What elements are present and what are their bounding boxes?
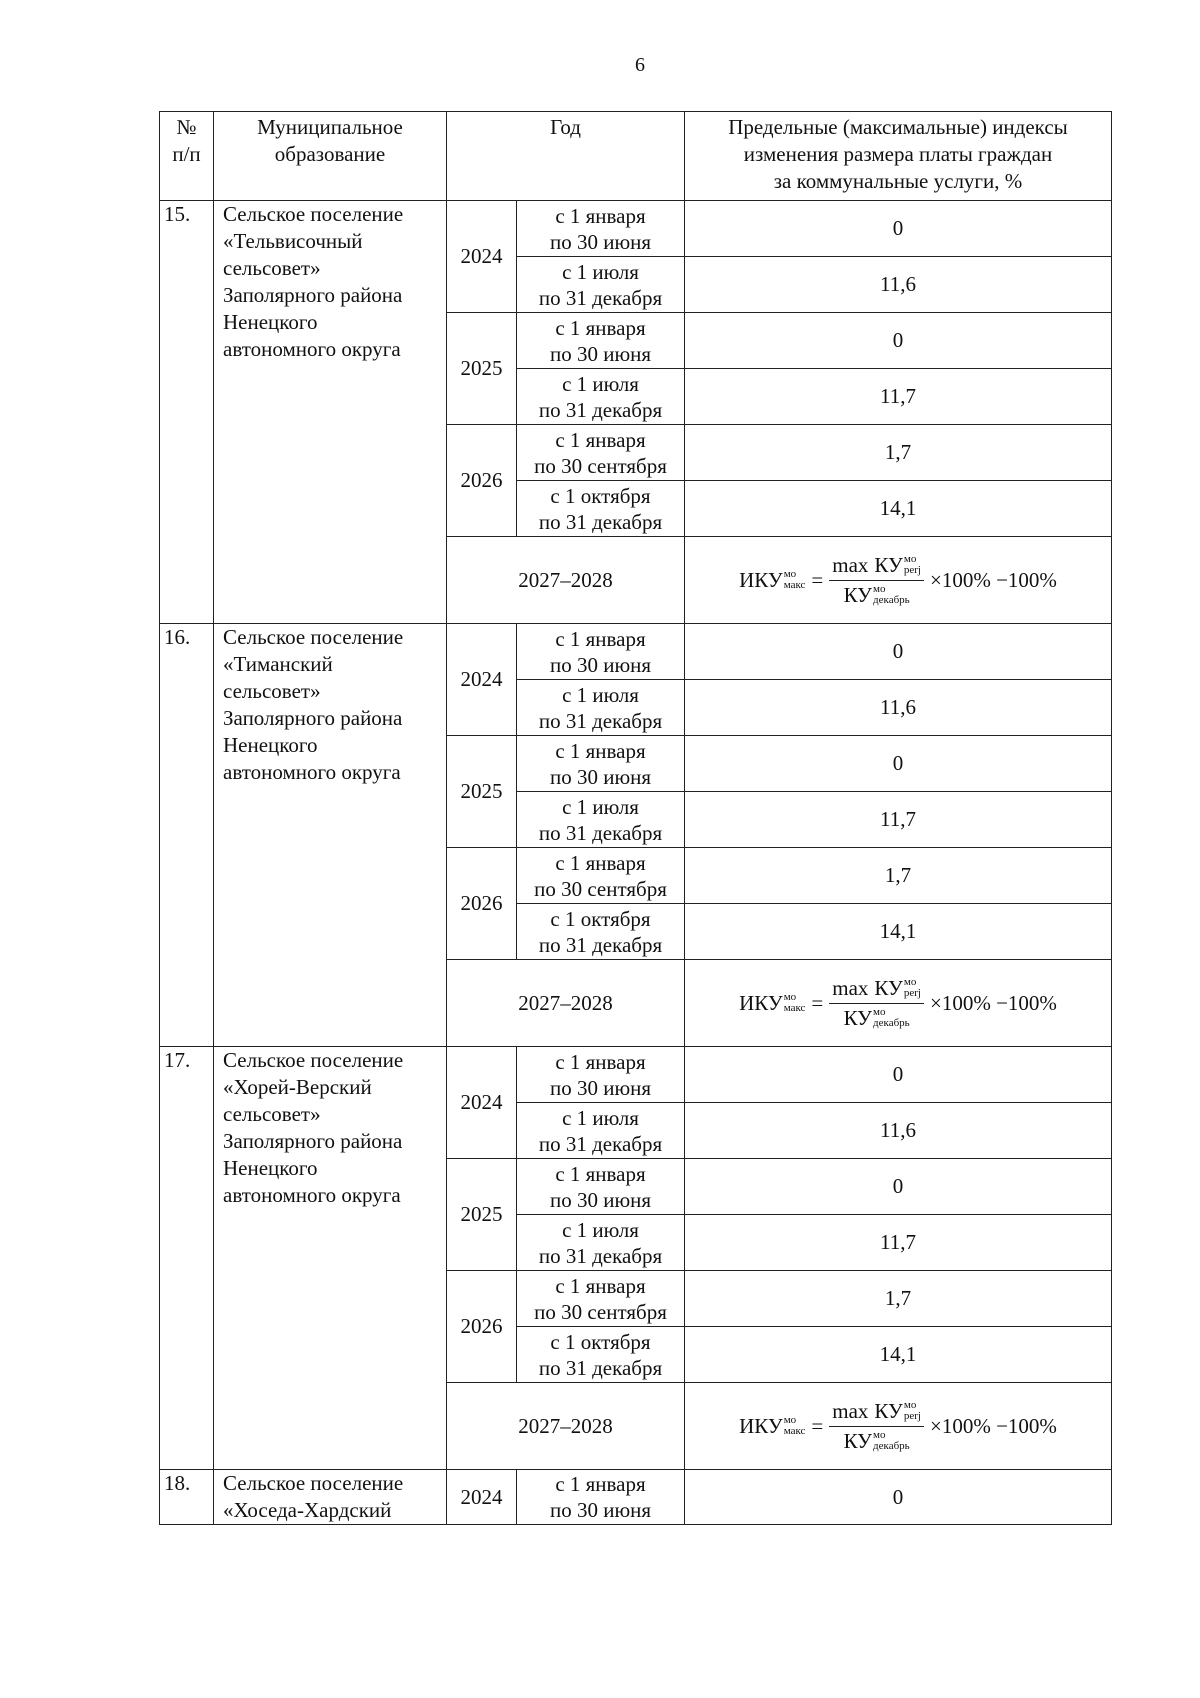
table-body	[160, 201, 1112, 1525]
municipality-name	[214, 1047, 447, 1470]
period-cell-text: с 1 июля по 31 декабря	[538, 371, 663, 422]
period-cell	[517, 201, 685, 257]
index-value-text: 0	[892, 1174, 904, 1198]
period-cell-text: с 1 января по 30 июня	[549, 203, 652, 254]
year-range-cell-text: 2027–2028	[518, 567, 613, 592]
year-cell	[447, 313, 517, 425]
period-cell-text: с 1 января по 30 сентября	[534, 427, 667, 478]
index-value	[685, 736, 1112, 792]
index-value	[685, 792, 1112, 848]
period-cell	[517, 904, 685, 960]
period-cell-text: с 1 июля по 31 декабря	[538, 1105, 663, 1156]
year-range-cell-text: 2027–2028	[518, 1413, 613, 1438]
formula-equals: =	[811, 567, 824, 592]
table-row	[160, 1470, 1112, 1525]
index-value-text: 14,1	[879, 496, 917, 520]
formula-lhs-indices	[784, 569, 806, 591]
period-cell	[517, 369, 685, 425]
formula-lhs-sub: макс	[783, 1425, 806, 1437]
formula-num-sub: perj	[903, 987, 921, 999]
period-cell	[517, 680, 685, 736]
period-cell-text: с 1 июля по 31 декабря	[538, 794, 663, 845]
municipality-name	[214, 201, 447, 624]
period-cell-text: с 1 января по 30 июня	[549, 315, 652, 366]
formula-den-sup: мо	[873, 583, 886, 595]
index-value-text: 11,7	[880, 1230, 916, 1254]
index-value	[685, 1159, 1112, 1215]
row-number	[160, 624, 214, 1047]
municipality-name	[214, 624, 447, 1047]
year-cell-text: 2024	[460, 1090, 503, 1114]
municipality-name-text: Сельское поселение «Хорей-Верский сельсовет» Заполярного района Ненецкого автономного округа	[223, 1048, 404, 1207]
period-cell-text: с 1 июля по 31 декабря	[538, 682, 663, 733]
period-cell-text: с 1 июля по 31 декабря	[538, 1217, 663, 1268]
formula-lhs-sup: мо	[783, 568, 797, 580]
year-range-cell	[447, 1383, 685, 1470]
year-cell-text: 2025	[460, 356, 503, 380]
row-number-text: 18.	[164, 1471, 191, 1495]
period-cell-text: с 1 января по 30 июня	[549, 626, 652, 677]
row-number-text: 17.	[164, 1048, 191, 1072]
index-value-text: 11,6	[880, 695, 916, 719]
header-index	[685, 112, 1112, 201]
formula-den-indices	[873, 1007, 910, 1029]
formula-cell	[685, 537, 1112, 624]
table-row	[160, 624, 1112, 680]
header-index-text: Предельные (максимальные) индексы изменения размера платы граждан за коммунальные услуги, %	[728, 115, 1068, 193]
formula-cell	[685, 960, 1112, 1047]
formula-tail: ×100% −100%	[930, 990, 1057, 1015]
formula-lhs-symbol: ИКУ	[739, 567, 783, 592]
period-cell	[517, 1215, 685, 1271]
index-value	[685, 369, 1112, 425]
formula-fraction	[829, 552, 924, 609]
formula-lhs	[739, 990, 805, 1017]
index-value	[685, 257, 1112, 313]
year-cell	[447, 848, 517, 960]
year-cell	[447, 1159, 517, 1271]
formula-num-max: max	[832, 1398, 869, 1423]
row-number	[160, 201, 214, 624]
year-cell	[447, 1271, 517, 1383]
formula-tail: ×100% −100%	[930, 1413, 1057, 1438]
year-cell	[447, 624, 517, 736]
year-cell-text: 2025	[460, 1202, 503, 1226]
period-cell-text: с 1 января по 30 июня	[549, 1049, 652, 1100]
index-value	[685, 201, 1112, 257]
index-value	[685, 1271, 1112, 1327]
formula-cell	[685, 1383, 1112, 1470]
formula-num-ku: КУ	[874, 975, 903, 1000]
formula-lhs-indices	[784, 992, 806, 1014]
formula-lhs-indices	[784, 1415, 806, 1437]
index-value-text: 11,7	[880, 807, 916, 831]
table-row	[160, 1047, 1112, 1103]
year-cell	[447, 1047, 517, 1159]
year-cell-text: 2025	[460, 779, 503, 803]
formula-num-sup: мо	[903, 553, 917, 565]
header-num	[160, 112, 214, 201]
index-value	[685, 680, 1112, 736]
period-cell	[517, 313, 685, 369]
formula-fraction	[829, 975, 924, 1032]
formula	[739, 552, 1057, 609]
year-cell	[447, 201, 517, 313]
period-cell	[517, 425, 685, 481]
row-number	[160, 1047, 214, 1470]
year-range-cell	[447, 537, 685, 624]
formula-numerator	[829, 552, 924, 581]
formula-den-sup: мо	[873, 1006, 886, 1018]
row-number-text: 15.	[164, 202, 191, 226]
formula-den-sub: декабрь	[873, 594, 910, 606]
index-value-text: 1,7	[884, 863, 912, 887]
period-cell	[517, 257, 685, 313]
period-cell	[517, 848, 685, 904]
table-row	[160, 201, 1112, 257]
formula-num-max: max	[832, 552, 869, 577]
year-cell-text: 2026	[460, 468, 503, 492]
formula-num-indices	[904, 554, 921, 576]
index-value-text: 11,7	[880, 384, 916, 408]
index-value	[685, 425, 1112, 481]
index-value-text: 0	[892, 639, 904, 663]
index-value-text: 11,6	[880, 272, 916, 296]
index-value-text: 11,6	[880, 1118, 916, 1142]
index-value	[685, 904, 1112, 960]
index-value	[685, 481, 1112, 537]
formula-num-max: max	[832, 975, 869, 1000]
table-header-row	[160, 112, 1112, 201]
formula-numerator	[829, 975, 924, 1004]
formula-equals: =	[811, 1413, 824, 1438]
period-cell	[517, 624, 685, 680]
index-value	[685, 624, 1112, 680]
row-number-text: 16.	[164, 625, 191, 649]
formula-fraction	[829, 1398, 924, 1455]
formula-lhs-sub: макс	[783, 579, 806, 591]
formula-denominator	[841, 581, 913, 609]
formula-lhs-symbol: ИКУ	[739, 990, 783, 1015]
index-value-text: 14,1	[879, 1342, 917, 1366]
formula-equals: =	[811, 990, 824, 1015]
period-cell	[517, 736, 685, 792]
year-cell-text: 2026	[460, 1314, 503, 1338]
period-cell-text: с 1 июля по 31 декабря	[538, 259, 663, 310]
year-cell	[447, 736, 517, 848]
formula-num-indices	[904, 977, 921, 999]
index-value-text: 0	[892, 1484, 904, 1509]
formula-num-indices	[904, 1400, 921, 1422]
period-cell	[517, 1271, 685, 1327]
index-value	[685, 1047, 1112, 1103]
formula-lhs	[739, 1413, 805, 1440]
period-cell-text: с 1 октября по 31 декабря	[538, 1329, 663, 1380]
formula-tail: ×100% −100%	[930, 567, 1057, 592]
formula-den-sub: декабрь	[873, 1440, 910, 1452]
municipality-name-text: Сельское поселение «Тельвисочный сельсовет» Заполярного района Ненецкого автономного округа	[223, 202, 404, 361]
index-value-text: 0	[892, 216, 904, 240]
formula-lhs	[739, 567, 805, 594]
period-cell	[517, 792, 685, 848]
index-value-text: 14,1	[879, 919, 917, 943]
period-cell	[517, 481, 685, 537]
header-year-text: Год	[550, 115, 581, 139]
formula-lhs-sup: мо	[783, 1414, 797, 1426]
formula-den-ku: КУ	[843, 1428, 873, 1453]
period-cell-text: с 1 января по 30 сентября	[534, 1273, 667, 1324]
year-cell	[447, 425, 517, 537]
period-cell-text: с 1 января по 30 июня	[549, 1161, 652, 1212]
year-cell-text: 2026	[460, 891, 503, 915]
index-value	[685, 313, 1112, 369]
formula-denominator	[841, 1004, 913, 1032]
header-num-text: № п/п	[172, 115, 201, 166]
formula-numerator	[829, 1398, 924, 1427]
formula-den-sub: декабрь	[873, 1017, 910, 1029]
year-cell-text: 2024	[460, 244, 503, 268]
year-range-cell	[447, 960, 685, 1047]
header-year	[447, 112, 685, 201]
index-value	[685, 1327, 1112, 1383]
index-value	[685, 1470, 1112, 1525]
period-cell-text: с 1 октября по 31 декабря	[538, 906, 663, 957]
index-value-text: 0	[892, 328, 904, 352]
index-value	[685, 1103, 1112, 1159]
formula-num-sub: perj	[903, 564, 921, 576]
formula-num-ku: КУ	[874, 1398, 903, 1423]
formula-denominator	[841, 1427, 913, 1455]
page-number: 6	[635, 54, 645, 76]
index-value-text: 0	[892, 751, 904, 775]
header-municipality-text: Муниципальное образование	[257, 115, 403, 166]
year-cell-text: 2024	[460, 667, 503, 691]
period-cell-text: с 1 января по 30 июня	[549, 738, 652, 789]
row-number	[160, 1470, 214, 1525]
municipality-name-text: Сельское поселение «Тиманский сельсовет» Заполярного района Ненецкого автономного округа	[223, 625, 404, 784]
formula-num-sup: мо	[903, 1399, 917, 1411]
formula-den-indices	[873, 584, 910, 606]
formula-lhs-sub: макс	[783, 1002, 806, 1014]
period-cell-text: с 1 января по 30 сентября	[534, 850, 667, 901]
year-cell-text: 2024	[460, 1484, 503, 1509]
period-cell	[517, 1327, 685, 1383]
index-value	[685, 848, 1112, 904]
formula-den-ku: КУ	[843, 582, 873, 607]
index-value-text: 1,7	[884, 1286, 912, 1310]
formula-den-sup: мо	[873, 1429, 886, 1441]
municipality-name-text: Сельское поселение «Хоседа-Хардский	[223, 1471, 404, 1522]
period-cell	[517, 1103, 685, 1159]
period-cell	[517, 1159, 685, 1215]
year-range-cell-text: 2027–2028	[518, 990, 613, 1015]
formula-lhs-sup: мо	[783, 991, 797, 1003]
formula-num-sub: perj	[903, 1410, 921, 1422]
formula-den-ku: КУ	[843, 1005, 873, 1030]
formula-num-sup: мо	[903, 976, 917, 988]
index-value-text: 1,7	[884, 440, 912, 464]
municipality-name	[214, 1470, 447, 1525]
index-value-text: 0	[892, 1062, 904, 1086]
period-cell-text: с 1 января по 30 июня	[549, 1472, 652, 1522]
index-value	[685, 1215, 1112, 1271]
formula	[739, 975, 1057, 1032]
formula-lhs-symbol: ИКУ	[739, 1413, 783, 1438]
formula-num-ku: КУ	[874, 552, 903, 577]
header-municipality	[214, 112, 447, 201]
formula-den-indices	[873, 1430, 910, 1452]
period-cell-text: с 1 октября по 31 декабря	[538, 483, 663, 534]
period-cell	[517, 1470, 685, 1525]
formula	[739, 1398, 1057, 1455]
period-cell	[517, 1047, 685, 1103]
indices-table	[159, 111, 1112, 1525]
year-cell	[447, 1470, 517, 1525]
